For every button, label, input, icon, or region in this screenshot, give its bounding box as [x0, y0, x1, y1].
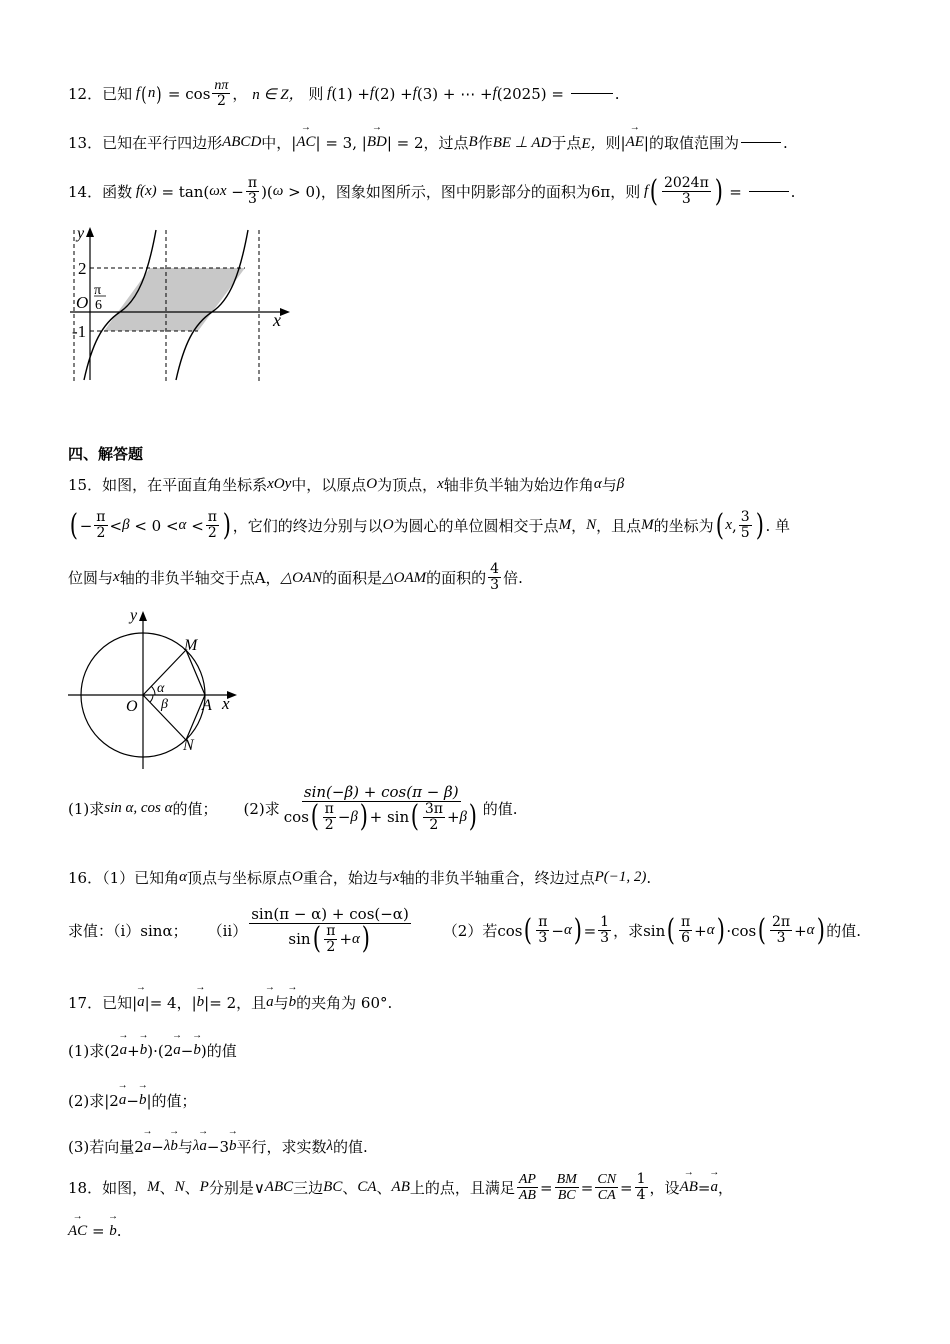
- origin-label: O: [126, 698, 138, 715]
- tick-neg1: -1: [72, 322, 87, 341]
- q16-line2: 求值：（i）sinα； （ii） sin(π − α) + cos(−α) sin ( $\frac{\pi}{2}$ + α ) （2）若 cos ( $\frac{\pi}{3}$ − α ) = $\frac{1}{3}$ ，求 sin ( $\frac{\pi}{6}$ + α ) ·cos ( $\frac{2\pi}{3}$ + α ) 的值.: [68, 905, 862, 957]
- q18-line1: 18．如图， M 、 N 、 P 分别是∨ ABC 三边 BC 、 CA 、 AB 上的点，且满足 $\frac{AP}{AB}$ = $\frac{BM}{BC}$ = $\frac{CN}{CA}$ = $\frac{1}{4}$ ，设 AB → = a → ，: [68, 1172, 733, 1204]
- origin-label: O: [76, 293, 89, 312]
- alpha-label: α: [157, 681, 165, 696]
- tick-2: 2: [78, 259, 87, 278]
- x-arrow-icon: [280, 308, 290, 316]
- q17-part3: (3)若向量 2 a → − λ b → 与 λ a → −3 b → 平行，求实数 λ 的值.: [68, 1136, 368, 1157]
- x-label: x: [222, 694, 230, 713]
- q18-line2: AC → = b → .: [68, 1222, 122, 1240]
- point-n-label: N: [183, 737, 194, 754]
- y-arrow-icon: [86, 227, 94, 237]
- q15-line2: ( − $\frac{\pi}{2}$ < β < 0 < α < $\frac{\pi}{2}$ ) ，它们的终边分别与以 O 为圆心的单位圆相交于点 M ， N ，且点 M 的坐标为 ( x , $\frac{3}{5}$ ) . 单: [69, 507, 790, 543]
- q15-line3: 位圆与 x 轴的非负半轴交于点A， △OAN 的面积是 △OAM 的面积的 $\frac{4}{3}$ 倍.: [68, 561, 523, 594]
- answer-blank[interactable]: [749, 191, 789, 192]
- q13: 13． 已知在平行四边形 ABCD 中，| AC → | = 3, | BD → | = 2，过点 B 作 BE ⊥ AD 于点 E， 则| AE → |的取值范围为 .: [68, 132, 788, 153]
- tick-six: 6: [95, 298, 102, 313]
- q15-sub: (1)求 sin α, cos α 的值； (2)求 sin(−β) + cos(π − β) cos ( $\frac{\pi}{2}$ − β ) + sin ( $\frac{3\pi}{2}$ + β ) 的值.: [68, 783, 518, 835]
- section-heading: 四、解答题: [68, 445, 144, 463]
- point-m-label: M: [184, 637, 198, 654]
- point-a-label: A: [202, 697, 212, 714]
- q16-line1: 16．（1）已知角 α 顶点与坐标原点 O 重合，始边与 x 轴的非负半轴重合，终边过点 P(−1, 2) .: [68, 868, 652, 887]
- q17-part1: (1)求 (2 a → + b → )·(2 a → − b → ) 的值: [68, 1040, 237, 1061]
- answer-blank[interactable]: [741, 142, 781, 143]
- answer-blank[interactable]: [571, 93, 613, 94]
- tan-graph: [62, 224, 302, 386]
- y-arrow-icon: [139, 611, 147, 621]
- y-label: y: [130, 607, 138, 624]
- q15-line1: 15．如图，在平面直角坐标系 xOy 中，以原点 O 为顶点， x 轴非负半轴为始边作角 α 与 β: [68, 476, 625, 494]
- beta-label: β: [161, 697, 168, 712]
- q17-part2: (2)求 |2 a → − b → | 的值；: [68, 1090, 197, 1111]
- q17-line1: 17．已知 | a → | = 4， | b → | = 2，且 a → 与 b → 的夹角为 60°.: [68, 992, 392, 1013]
- q14: 14． 函数 f(x) = tan( ωx − $\frac{\pi}{3}$ )( ω > 0) ，图象如图所示，图中阴影部分的面积为6π，则 f ( $\frac{2024\pi}{3}$ ) = .: [68, 173, 796, 209]
- tick-pi: π: [94, 283, 102, 298]
- q12: 12． 已知 f ( n ) = cos $\frac{n\pi}{2}$ ， n ∈ Z， 则 f (1) + f (2) + f (3) + ⋯ + f (2025) = .: [68, 78, 620, 110]
- y-label: y: [77, 225, 85, 242]
- x-label: x: [273, 310, 281, 330]
- unit-circle-figure: [62, 604, 252, 774]
